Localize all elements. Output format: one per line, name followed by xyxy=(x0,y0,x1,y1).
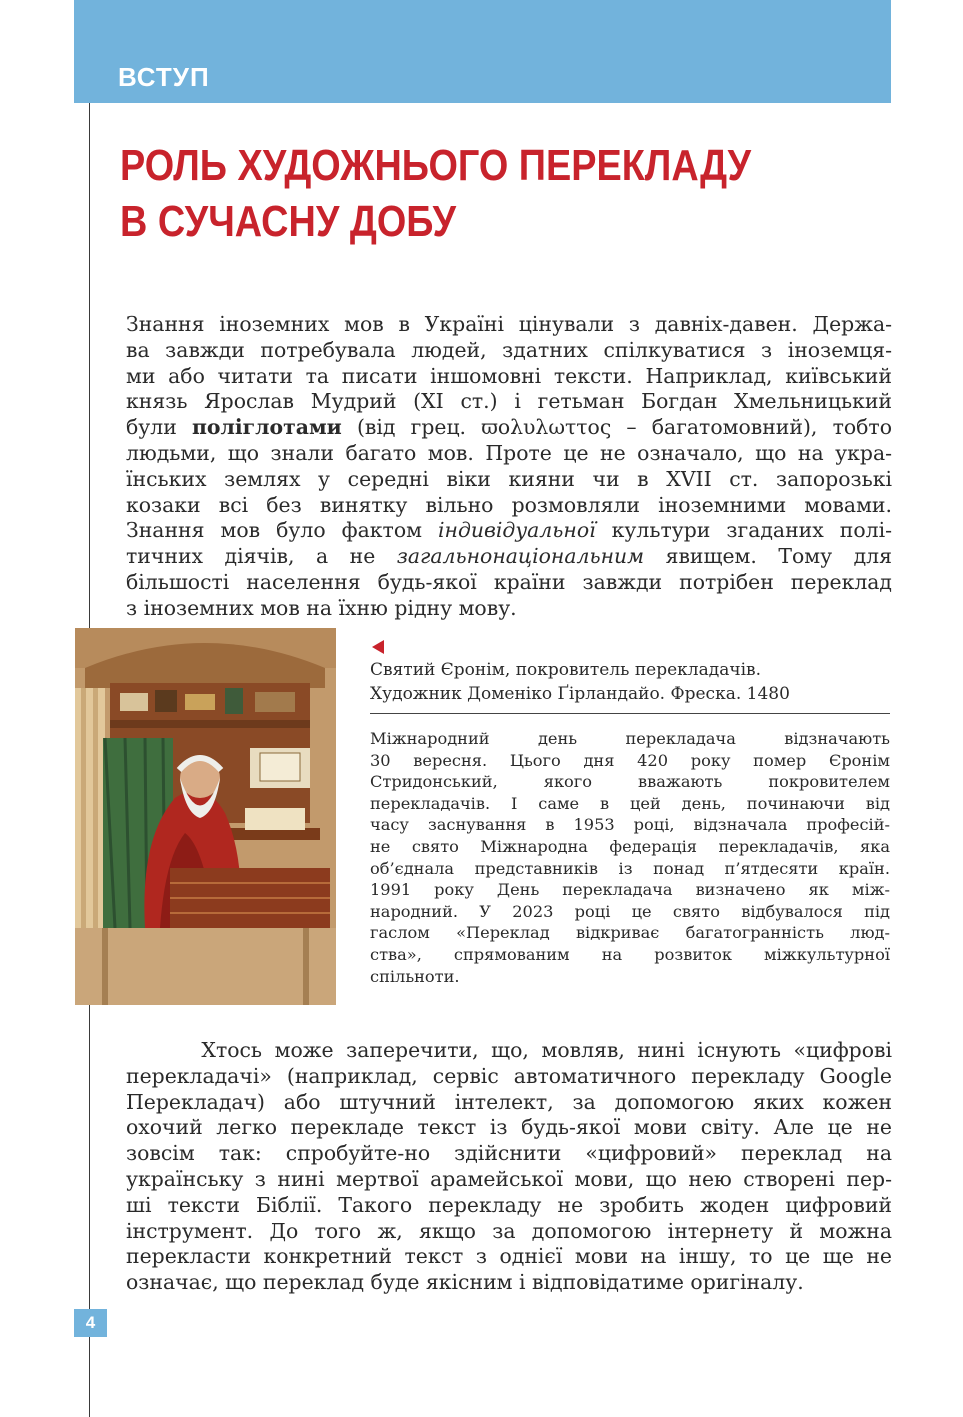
section-label: ВСТУП xyxy=(118,62,210,92)
text-line: князь Ярослав Мудрий (XI ст.) і гетьман Богдан Хмельницький xyxy=(126,389,892,414)
emphasis-individual: індивідуальної xyxy=(438,518,596,543)
fresco-saint-jerome-image xyxy=(75,628,336,1005)
text-line: з іноземних мов на їхню рідну мову. xyxy=(126,595,517,620)
note-line: часу заснування в 1953 році, відзначала професій- xyxy=(370,815,890,835)
text-line: людьми, що знали багато мов. Проте це не означало, що на укра- xyxy=(126,440,892,465)
note-line: народний. У 2023 році це свято відбувалося під xyxy=(370,901,890,921)
caption-line: Художник Доменіко Ґірландайо. Фреска. 1480 xyxy=(370,684,790,704)
text-line: українську з нині мертвої арамейської мови, що нею створені пер- xyxy=(126,1166,892,1191)
text-line: ва завжди потребувала людей, здатних спілкуватися з іноземця- xyxy=(126,337,892,362)
intro-paragraph xyxy=(126,312,892,622)
image-caption xyxy=(370,658,890,706)
note-line: Стридонський, якого вважають покровителем xyxy=(370,772,890,792)
note-line: перекладачів. І саме в цей день, починаючи від xyxy=(370,793,890,813)
text-line xyxy=(126,544,892,570)
text-line: Перекладач) або штучний інтелект, за допомогою яких кожен xyxy=(126,1089,892,1114)
text-line xyxy=(126,415,892,441)
note-line: 30 вересня. Цього дня 420 року помер Єронім xyxy=(370,750,890,770)
text-line: перекладачі» (наприклад, сервіс автоматичного перекладу Google xyxy=(126,1063,892,1088)
note-line: ства», спрямованим на розвиток міжкультурної xyxy=(370,944,890,964)
text-line xyxy=(126,518,892,544)
note-line: спільноти. xyxy=(370,966,460,986)
page-number: 4 xyxy=(74,1309,107,1337)
page-title xyxy=(120,138,774,250)
caption-divider xyxy=(370,713,890,714)
title-line-2: В СУЧАСНУ ДОБУ xyxy=(120,197,457,246)
text-line: означає, що переклад буде якісним і відповідатиме оригіналу. xyxy=(126,1270,804,1295)
text-line: інструмент. До того ж, якщо за допомогою інтернету й можна xyxy=(126,1218,892,1243)
text-run: були xyxy=(126,415,192,440)
text-run: Знання мов було фактом xyxy=(126,518,438,543)
term-polyglots: поліглотами xyxy=(191,415,342,440)
title-line-1: РОЛЬ ХУДОЖНЬОГО ПЕРЕКЛАДУ xyxy=(120,141,752,190)
translator-day-note xyxy=(370,728,890,987)
text-line: Хтось може заперечити, що, мовляв, нині існують «цифрові xyxy=(126,1038,892,1062)
caption-arrow-icon xyxy=(372,640,384,654)
note-line: Міжнародний день перекладача відзначають xyxy=(370,729,890,748)
text-line: їнських землях у середні віки кияни чи в XVII ст. запорозькі xyxy=(126,466,892,491)
note-line: 1991 року День перекладача визначено як між- xyxy=(370,880,890,900)
digital-translators-paragraph xyxy=(126,1038,892,1296)
text-line: Знання іноземних мов в Україні цінували з давніх-давен. Держа- xyxy=(126,312,892,336)
text-line: ші тексти Біблії. Такого перекладу не зробить жоден цифровий xyxy=(126,1192,892,1217)
text-line: охочий легко перекладе текст із будь-якої мови світу. Але це не xyxy=(126,1115,892,1140)
note-line: гаслом «Переклад відкриває багатогранність люд- xyxy=(370,923,890,943)
caption-line: Святий Єронім, покровитель перекладачів. xyxy=(370,660,761,680)
text-run: тичних діячів, а не xyxy=(126,544,397,569)
text-line: перекласти конкретний текст з однієї мови на іншу, то це ще не xyxy=(126,1244,892,1269)
text-line: козаки всі без винятку вільно розмовляли іноземними мовами. xyxy=(126,492,892,517)
text-run: (від грец. ϖολυλωττος – багатомовний), тобто xyxy=(341,415,892,440)
text-run: культури згаданих полі- xyxy=(595,518,892,543)
text-line: ми або читати та писати іншомовні тексти. Наприклад, київський xyxy=(126,363,892,388)
emphasis-national: загальнонаціональним xyxy=(396,544,645,569)
note-line: не свято Міжнародна федерація перекладачів, яка xyxy=(370,836,890,856)
text-line: зовсім так: спробуйте-но здійснити «цифровий» переклад на xyxy=(126,1141,892,1166)
text-line: більшості населення будь-якої країни завжди потрібен переклад xyxy=(126,569,892,594)
text-run: явищем. Тому для xyxy=(644,544,892,569)
note-line: об’єднала представників із понад п’ятдесяти країн. xyxy=(370,858,890,878)
